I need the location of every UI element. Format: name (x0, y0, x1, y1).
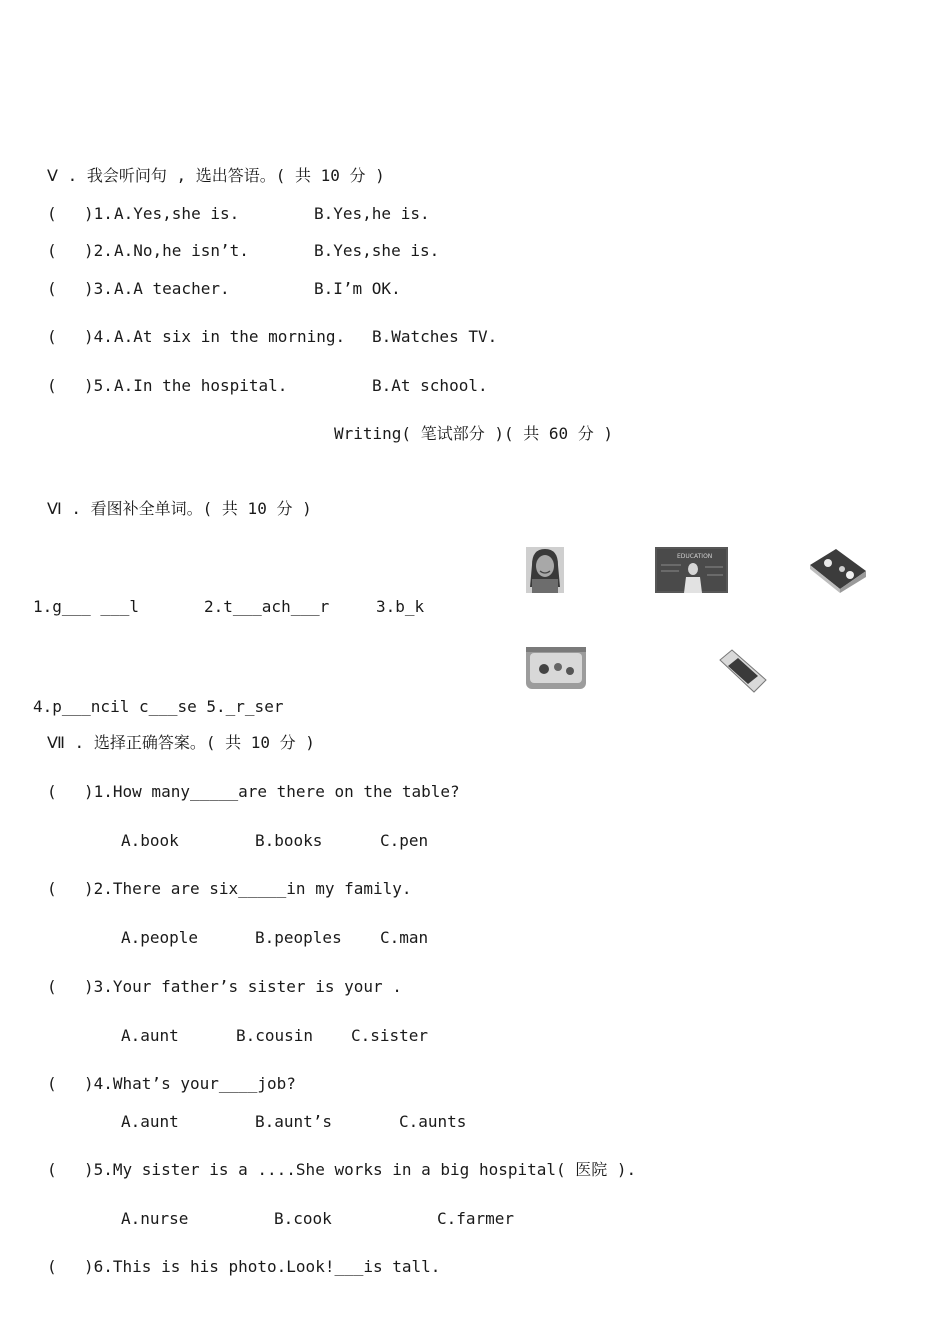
q7-2-option-b: B.peoples (255, 928, 342, 947)
q7-1-option-a: A.book (121, 831, 179, 850)
q5-4-number: )4. (84, 327, 113, 346)
q7-1-option-b: B.books (255, 831, 323, 850)
q7-2-stem: )2.There are six_____in my family. (84, 879, 412, 898)
q5-3-option-b: B.I’m OK. (314, 279, 401, 298)
q5-5-option-a: A.In the hospital. (114, 376, 288, 395)
q5-2-option-b: B.Yes,she is. (314, 241, 440, 260)
q5-2-number: )2. (84, 241, 113, 260)
q5-1-number: )1. (84, 204, 113, 223)
q7-2-paren: ( (47, 879, 57, 898)
q7-2-option-c: C.man (380, 928, 429, 947)
q5-1-option-a: A.Yes,she is. (114, 204, 240, 223)
section-6-title: Ⅵ . 看图补全单词。( 共 10 分 ) (47, 499, 312, 518)
q7-3-option-a: A.aunt (121, 1026, 179, 1045)
q7-5-option-b: B.cook (274, 1209, 332, 1228)
q5-1-option-b: B.Yes,he is. (314, 204, 430, 223)
q5-2-option-a: A.No,he isn’t. (114, 241, 249, 260)
q5-4-option-b: B.Watches TV. (372, 327, 498, 346)
writing-heading: Writing( 笔试部分 )( 共 60 分 ) (334, 424, 614, 443)
words-row-2: 4.p___ncil c___se 5._r_ser (33, 697, 284, 716)
word-girl: 1.g___ ___l (33, 597, 139, 616)
section-5-title: Ⅴ . 我会听问句 , 选出答语。( 共 10 分 ) (47, 166, 385, 185)
eraser-picture (718, 648, 768, 694)
q7-5-stem: )5.My sister is a ....She works in a big hospital( 医院 ). (84, 1160, 637, 1179)
q7-3-option-c: C.sister (351, 1026, 429, 1045)
q5-3-option-a: A.A teacher. (114, 279, 230, 298)
q5-5-paren: ( (47, 376, 57, 395)
q7-3-stem: )3.Your father’s sister is your . (84, 977, 402, 996)
q5-3-paren: ( (47, 279, 57, 298)
word-book: 3.b_k (376, 597, 425, 616)
section-7-title: Ⅶ . 选择正确答案。( 共 10 分 ) (47, 733, 315, 752)
q7-4-option-b: B.aunt’s (255, 1112, 333, 1131)
q5-5-option-b: B.At school. (372, 376, 488, 395)
girl-picture (526, 547, 564, 593)
q7-4-paren: ( (47, 1074, 57, 1093)
q7-4-option-a: A.aunt (121, 1112, 179, 1131)
q7-1-option-c: C.pen (380, 831, 429, 850)
q7-1-paren: ( (47, 782, 57, 801)
q7-3-paren: ( (47, 977, 57, 996)
word-teacher: 2.t___ach___r (204, 597, 330, 616)
q7-4-option-c: C.aunts (399, 1112, 467, 1131)
q7-6-paren: ( (47, 1257, 57, 1276)
teacher-picture (655, 547, 728, 593)
q5-5-number: )5. (84, 376, 113, 395)
q7-4-stem: )4.What’s your____job? (84, 1074, 296, 1093)
q5-4-paren: ( (47, 327, 57, 346)
q5-2-paren: ( (47, 241, 57, 260)
book-picture (806, 545, 870, 593)
pencil-case-picture (524, 643, 588, 691)
q7-5-option-a: A.nurse (121, 1209, 189, 1228)
q7-5-paren: ( (47, 1160, 57, 1179)
q5-4-option-a: A.At six in the morning. (114, 327, 346, 346)
q5-1-paren: ( (47, 204, 57, 223)
q7-3-option-b: B.cousin (236, 1026, 314, 1045)
chalkboard-label: EDUCATION (677, 553, 713, 560)
q7-2-option-a: A.people (121, 928, 199, 947)
q7-6-stem: )6.This is his photo.Look!___is tall. (84, 1257, 441, 1276)
q5-3-number: )3. (84, 279, 113, 298)
q7-5-option-c: C.farmer (437, 1209, 515, 1228)
q7-1-stem: )1.How many_____are there on the table? (84, 782, 460, 801)
